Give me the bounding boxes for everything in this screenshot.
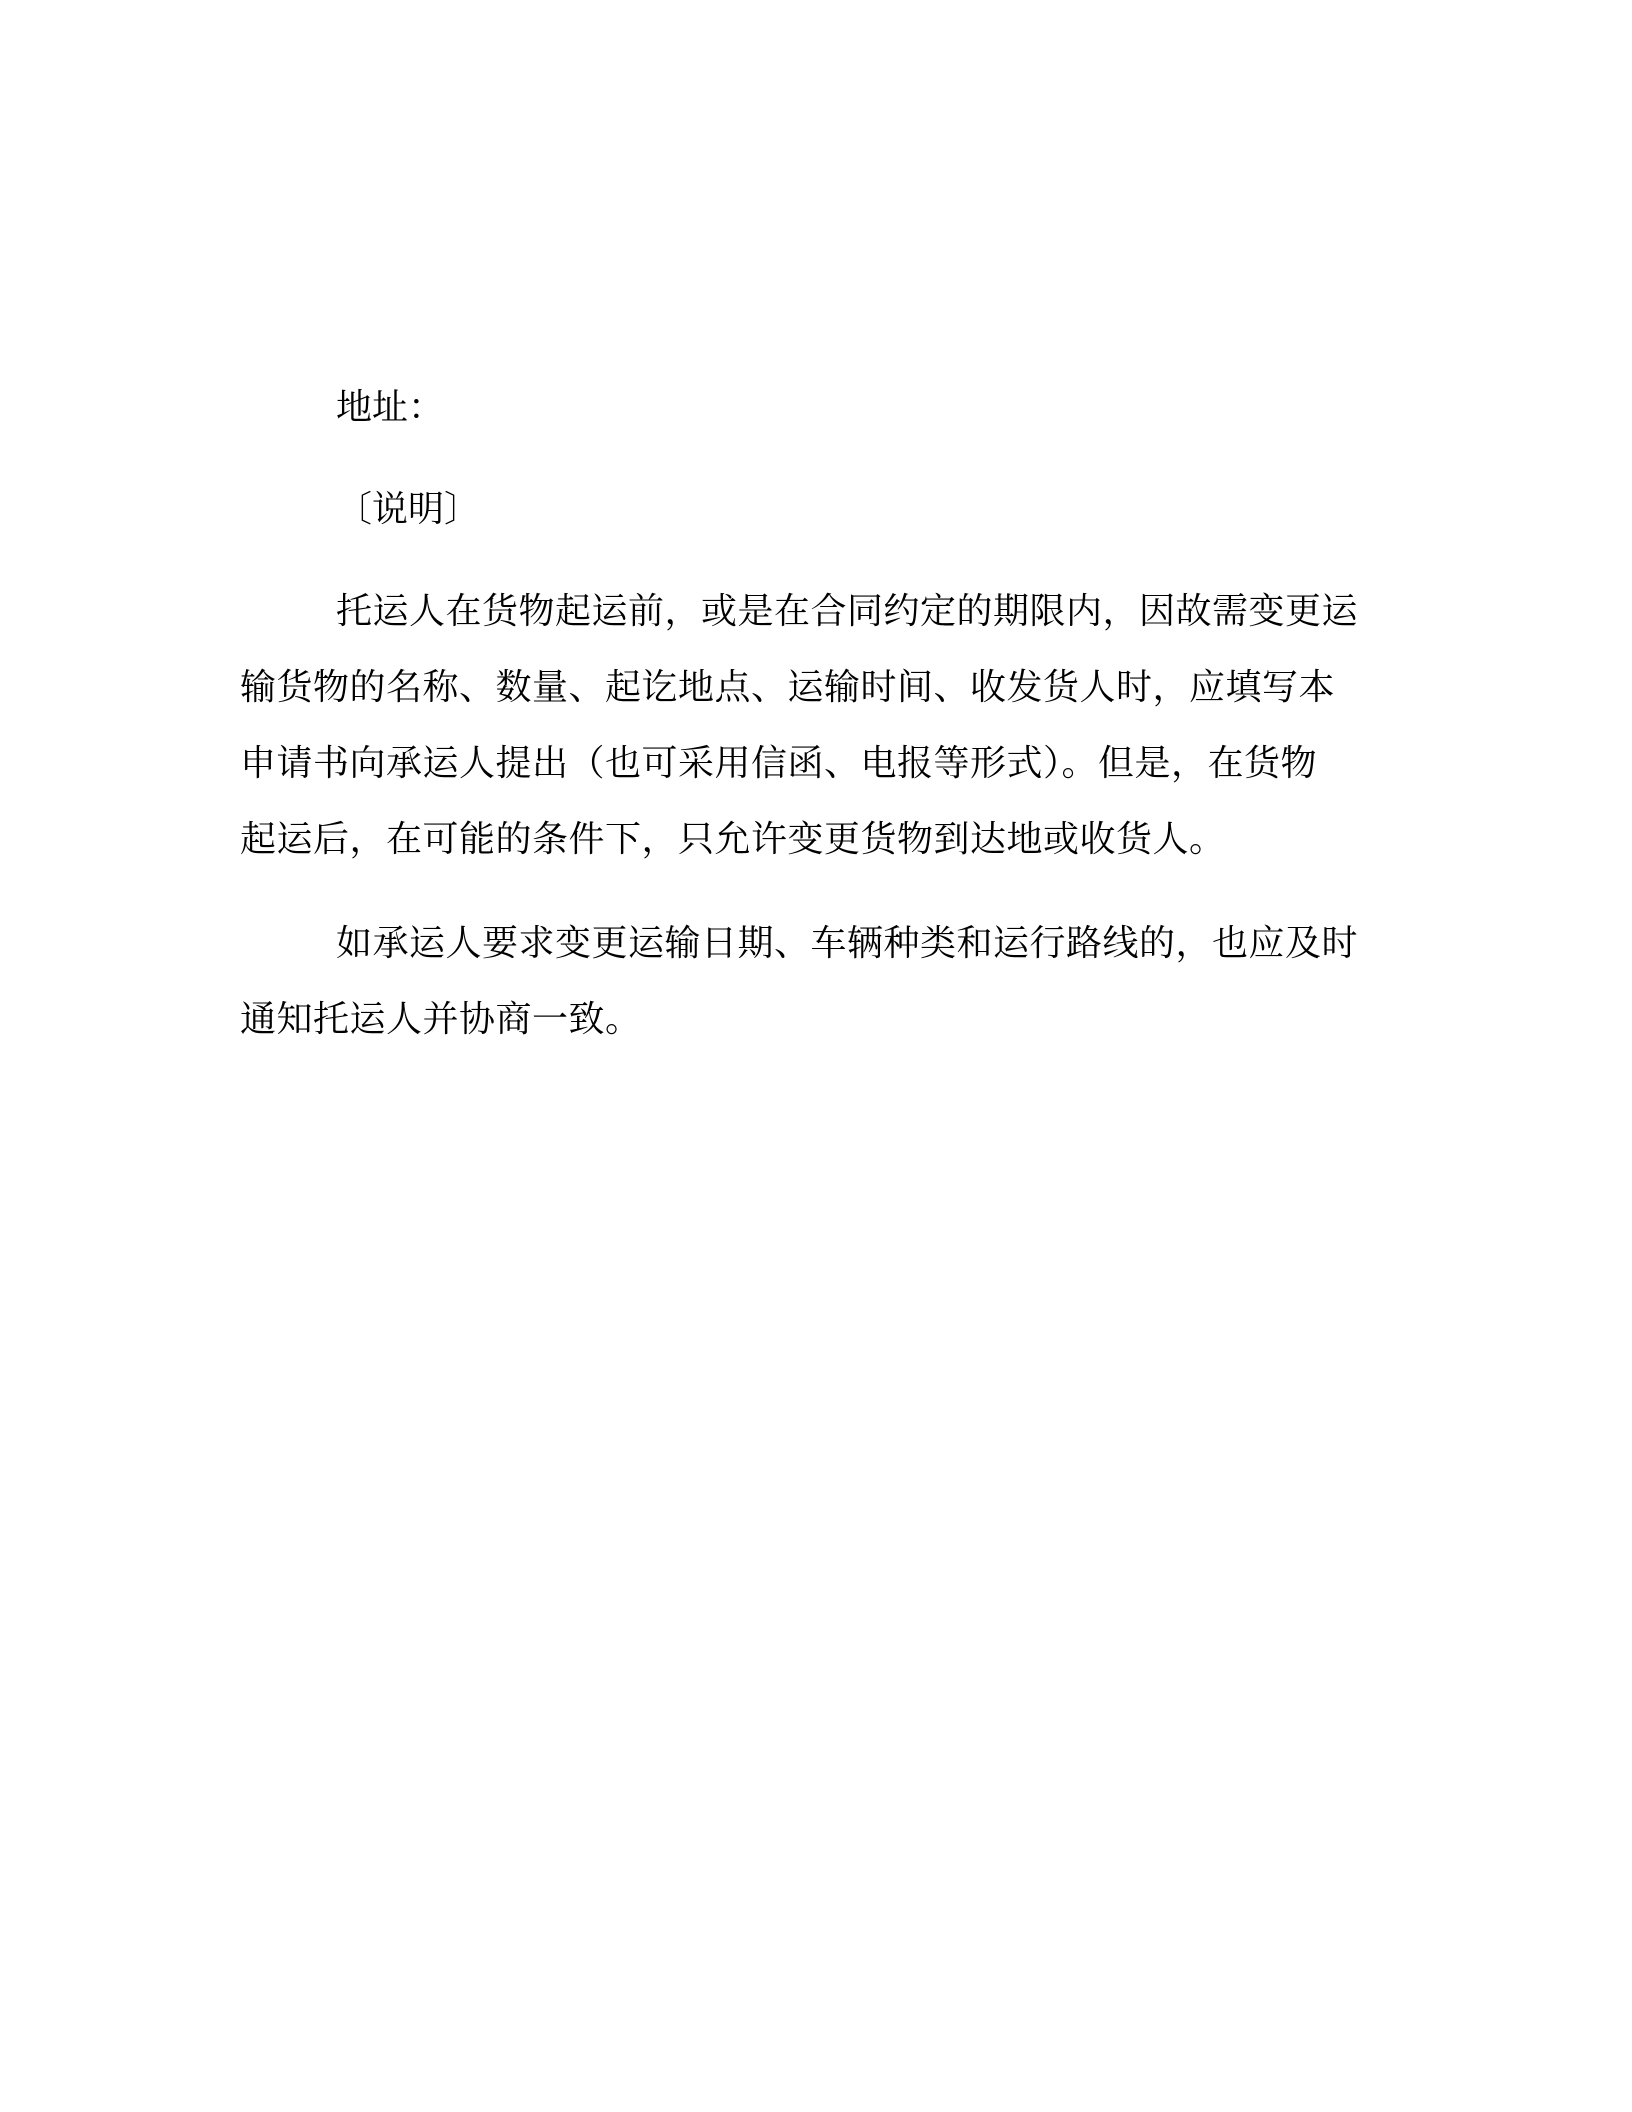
paragraph-line: 申请书向承运人提出（也可采用信函、电报等形式）。但是，在货物: [240, 743, 1318, 784]
paragraph-line: 如承运人要求变更运输日期、车辆种类和运行路线的，也应及时: [336, 923, 1359, 964]
document-body: [240, 370, 1380, 1058]
paragraph-line: 起运后，在可能的条件下，只允许变更货物到达地或收货人。: [240, 819, 1226, 860]
paragraph-1: [240, 574, 1380, 878]
spacer: [240, 548, 1380, 574]
address-label: 地址：: [336, 387, 445, 428]
paragraph-line: 通知托运人并协商一致。: [240, 999, 642, 1040]
spacer: [240, 446, 1380, 472]
paragraph-line: 输货物的名称、数量、起讫地点、运输时间、收发货人时，应填写本: [240, 667, 1336, 708]
paragraph-line: 托运人在货物起运前，或是在合同约定的期限内，因故需变更运: [336, 591, 1359, 632]
explanation-heading: 〔说明〕: [336, 489, 481, 530]
spacer: [240, 878, 1380, 906]
paragraph-2: [240, 906, 1380, 1058]
